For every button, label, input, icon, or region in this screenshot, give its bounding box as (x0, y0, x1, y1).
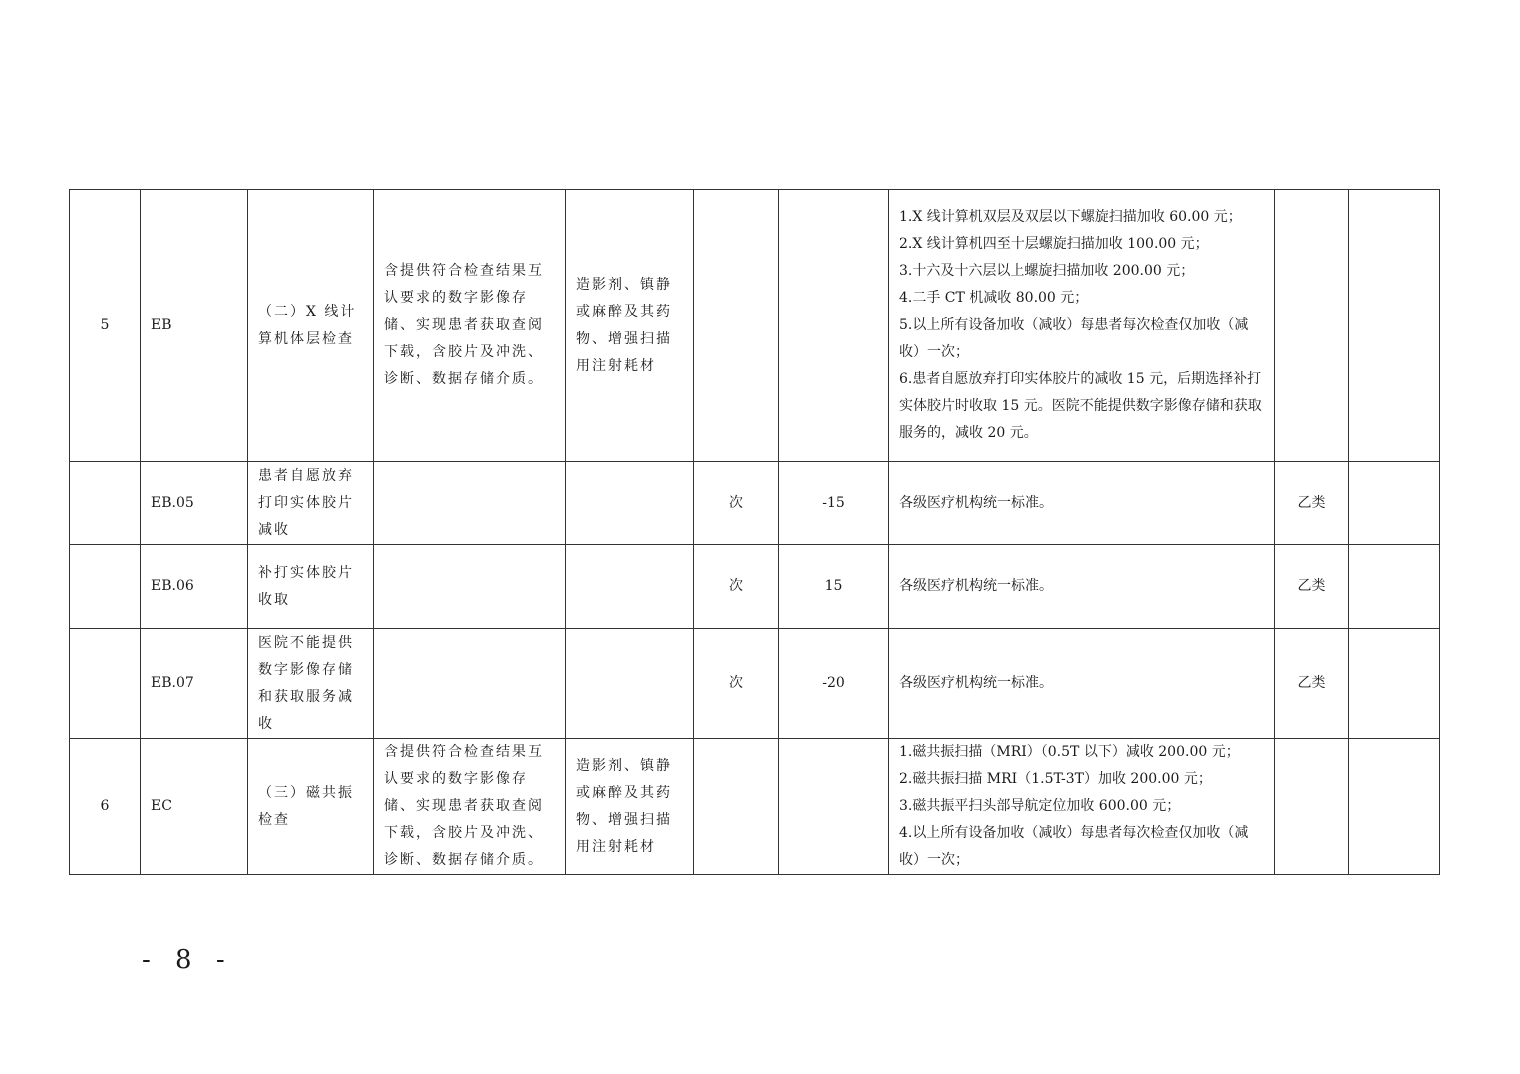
table-row (70, 190, 1440, 462)
item-number: 6 (70, 739, 141, 875)
page-number: - 8 - (142, 945, 233, 975)
item-content (374, 629, 566, 739)
fee-table (69, 189, 1440, 875)
item-unit (694, 739, 779, 875)
item-code: EB.06 (141, 545, 248, 629)
table-row (70, 629, 1440, 739)
note-line: 各级医疗机构统一标准。 (899, 675, 1053, 691)
item-remark (1349, 190, 1440, 462)
note-line: 4.二手 CT 机减收 80.00 元； (899, 290, 1089, 306)
item-remark (1349, 739, 1440, 875)
item-content (374, 462, 566, 545)
note-line: 4.以上所有设备加收（减收）每患者每次检查仅加收（减收）一次； (899, 825, 1249, 868)
item-unit (694, 190, 779, 462)
note-line: 1.X 线计算机双层及双层以下螺旋扫描加收 60.00 元； (899, 209, 1242, 225)
item-notes (889, 190, 1275, 462)
item-remark (1349, 545, 1440, 629)
item-exclusions (566, 629, 694, 739)
note-line: 6.患者自愿放弃打印实体胶片的减收 15 元，后期选择补打实体胶片时收取 15 元。医院不能提供数字影像存储和获取服务的，减收 20 元。 (899, 371, 1262, 441)
item-content: 含提供符合检查结果互认要求的数字影像存储、实现患者获取查阅下载，含胶片及冲洗、诊断、数据存储介质。 (374, 739, 566, 875)
item-exclusions: 造影剂、镇静或麻醉及其药物、增强扫描用注射耗材 (566, 190, 694, 462)
item-notes (889, 739, 1275, 875)
item-unit: 次 (694, 629, 779, 739)
item-number (70, 629, 141, 739)
item-exclusions: 造影剂、镇静或麻醉及其药物、增强扫描用注射耗材 (566, 739, 694, 875)
item-name: （二）X 线计算机体层检查 (248, 190, 374, 462)
item-category (1275, 190, 1349, 462)
note-line: 2.磁共振扫描 MRI（1.5T-3T）加收 200.00 元； (899, 771, 1212, 787)
note-line: 5.以上所有设备加收（减收）每患者每次检查仅加收（减收）一次； (899, 317, 1249, 360)
item-content (374, 545, 566, 629)
item-notes (889, 462, 1275, 545)
item-exclusions (566, 462, 694, 545)
note-line: 2.X 线计算机四至十层螺旋扫描加收 100.00 元； (899, 236, 1209, 252)
item-code: EC (141, 739, 248, 875)
item-category: 乙类 (1275, 629, 1349, 739)
item-category (1275, 739, 1349, 875)
item-unit: 次 (694, 462, 779, 545)
note-line: 1.磁共振扫描（MRI）（0.5T 以下）减收 200.00 元； (899, 744, 1240, 760)
item-name: 医院不能提供数字影像存储和获取服务减收 (248, 629, 374, 739)
item-price: 15 (779, 545, 889, 629)
note-line: 3.磁共振平扫头部导航定位加收 600.00 元； (899, 798, 1181, 814)
table-row (70, 545, 1440, 629)
item-remark (1349, 462, 1440, 545)
item-code: EB.07 (141, 629, 248, 739)
item-number (70, 462, 141, 545)
item-content: 含提供符合检查结果互认要求的数字影像存储、实现患者获取查阅下载，含胶片及冲洗、诊断、数据存储介质。 (374, 190, 566, 462)
item-name: 患者自愿放弃打印实体胶片减收 (248, 462, 374, 545)
item-notes (889, 545, 1275, 629)
item-number (70, 545, 141, 629)
item-notes (889, 629, 1275, 739)
note-line: 各级医疗机构统一标准。 (899, 494, 1053, 511)
item-price (779, 739, 889, 875)
item-unit: 次 (694, 545, 779, 629)
item-price: -20 (779, 629, 889, 739)
item-name: 补打实体胶片收取 (248, 545, 374, 629)
item-code: EB (141, 190, 248, 462)
item-name: （三）磁共振检查 (248, 739, 374, 875)
item-number: 5 (70, 190, 141, 462)
table-row (70, 462, 1440, 545)
item-code: EB.05 (141, 462, 248, 545)
note-line: 各级医疗机构统一标准。 (899, 578, 1053, 594)
note-line: 3.十六及十六层以上螺旋扫描加收 200.00 元； (899, 263, 1195, 279)
item-category: 乙类 (1275, 545, 1349, 629)
item-remark (1349, 629, 1440, 739)
item-category: 乙类 (1275, 462, 1349, 545)
item-exclusions (566, 545, 694, 629)
item-price: -15 (779, 462, 889, 545)
table-row (70, 739, 1440, 875)
item-price (779, 190, 889, 462)
